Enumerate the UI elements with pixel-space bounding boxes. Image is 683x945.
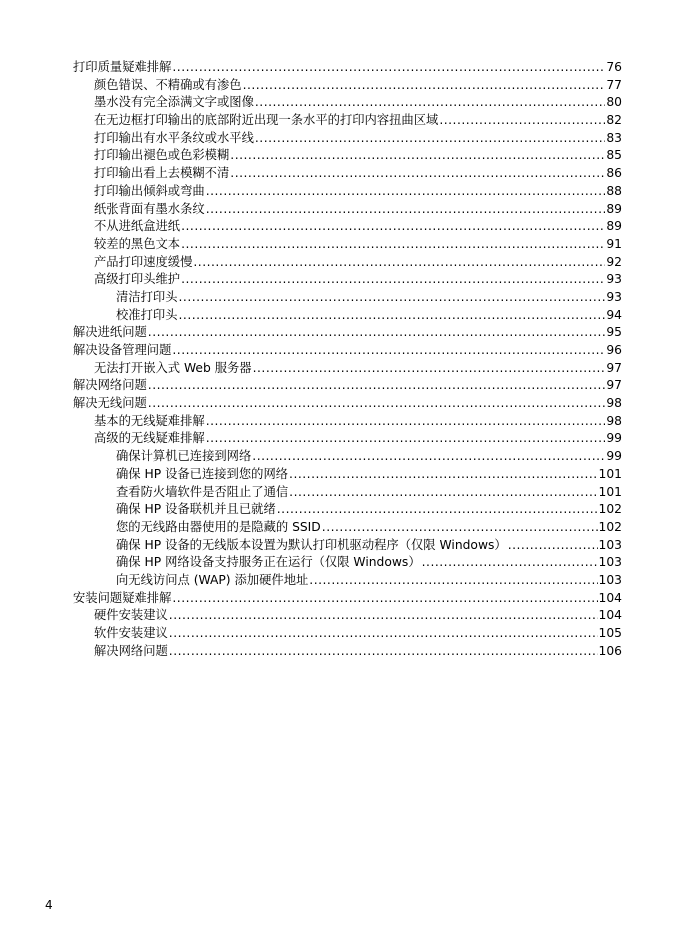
toc-entry[interactable] <box>73 307 622 325</box>
toc-entry-page: 103 <box>598 555 622 570</box>
toc-entry-page: 95 <box>606 325 622 340</box>
toc-entry-title: 打印输出有水平条纹或水平线 <box>94 130 254 145</box>
toc-entry-page: 93 <box>606 272 622 287</box>
toc-entry[interactable] <box>73 201 622 219</box>
toc-dot-leader <box>169 607 598 625</box>
toc-entry-title: 解决网络问题 <box>73 378 147 393</box>
toc-entry-page: 101 <box>598 484 622 499</box>
toc-entry-title: 向无线访问点 (WAP) 添加硬件地址 <box>116 572 309 587</box>
toc-entry-title: 确保计算机已连接到网络 <box>116 449 252 464</box>
toc-entry-page: 91 <box>606 236 622 251</box>
toc-entry[interactable] <box>73 413 622 431</box>
toc-entry-page: 104 <box>598 608 622 623</box>
toc-entry[interactable] <box>73 147 622 165</box>
toc-entry[interactable] <box>73 218 622 236</box>
toc-dot-leader <box>289 466 597 484</box>
toc-entry[interactable] <box>73 112 622 130</box>
toc-entry-title: 硬件安装建议 <box>94 608 168 623</box>
toc-entry[interactable] <box>73 430 622 448</box>
toc-entry[interactable] <box>73 236 622 254</box>
toc-entry-title: 软件安装建议 <box>94 626 168 640</box>
toc-entry-page: 85 <box>606 148 622 163</box>
toc-entry-title: 打印质量疑难排解 <box>73 60 172 74</box>
toc-dot-leader <box>172 342 605 360</box>
toc-entry-page: 102 <box>598 502 622 517</box>
toc-entry-title: 解决网络问题 <box>94 643 168 658</box>
toc-dot-leader <box>508 537 598 555</box>
toc-entry[interactable] <box>73 395 622 413</box>
toc-dot-leader <box>439 112 605 130</box>
toc-dot-leader <box>181 271 605 289</box>
toc-entry-page: 83 <box>606 130 622 145</box>
toc-entry-title: 确保 HP 网络设备支持服务正在运行（仅限 Windows） <box>116 555 421 570</box>
toc-entry-title: 墨水没有完全添满文字或图像 <box>94 95 254 110</box>
toc-entry-page: 99 <box>606 431 622 446</box>
toc-entry-title: 较差的黑色文本 <box>94 236 181 251</box>
toc-entry-page: 105 <box>598 626 622 640</box>
toc-entry[interactable] <box>73 519 622 537</box>
toc-entry-title: 无法打开嵌入式 Web 服务器 <box>94 360 252 375</box>
toc-entry-title: 高级的无线疑难排解 <box>94 431 205 446</box>
toc-dot-leader <box>148 395 606 413</box>
toc-entry-title: 安装问题疑难排解 <box>73 590 172 605</box>
toc-dot-leader <box>169 643 598 661</box>
toc-entry[interactable] <box>73 572 622 590</box>
toc-entry[interactable] <box>73 625 622 643</box>
toc-entry[interactable] <box>73 183 622 201</box>
toc-entry-page: 96 <box>606 343 622 357</box>
toc-entry[interactable] <box>73 554 622 572</box>
toc-dot-leader <box>148 324 606 342</box>
toc-entry-title: 在无边框打印输出的底部附近出现一条水平的打印内容扭曲区域 <box>94 113 439 128</box>
toc-entry[interactable] <box>73 77 622 95</box>
toc-entry[interactable] <box>73 130 622 148</box>
toc-entry-title: 打印输出看上去模糊不清 <box>94 166 230 181</box>
page-number: 4 <box>45 898 53 912</box>
toc-entry-page: 92 <box>606 254 622 269</box>
toc-entry-page: 98 <box>606 413 622 428</box>
toc-dot-leader <box>172 59 605 77</box>
toc-dot-leader <box>289 484 597 502</box>
toc-entry[interactable] <box>73 94 622 112</box>
toc-entry-page: 82 <box>606 113 622 128</box>
toc-entry-page: 80 <box>606 95 622 110</box>
toc-entry-page: 76 <box>606 60 622 74</box>
toc-entry-page: 97 <box>606 378 622 393</box>
toc-entry-page: 101 <box>598 466 622 481</box>
toc-dot-leader <box>206 430 606 448</box>
toc-entry[interactable] <box>73 484 622 502</box>
table-of-contents <box>73 59 622 660</box>
toc-entry-page: 97 <box>606 360 622 375</box>
toc-entry-title: 确保 HP 设备的无线版本设置为默认打印机驱动程序（仅限 Windows） <box>116 537 507 552</box>
toc-entry-page: 77 <box>606 77 622 92</box>
toc-dot-leader <box>169 625 598 643</box>
toc-dot-leader <box>206 413 606 431</box>
toc-dot-leader <box>230 147 605 165</box>
toc-entry-title: 解决无线问题 <box>73 396 147 411</box>
toc-entry-page: 103 <box>598 537 622 552</box>
toc-dot-leader <box>206 183 606 201</box>
toc-entry-title: 校准打印头 <box>116 307 178 322</box>
toc-dot-leader <box>230 165 605 183</box>
toc-dot-leader <box>206 201 606 219</box>
toc-entry[interactable] <box>73 466 622 484</box>
toc-entry-page: 102 <box>598 519 622 534</box>
toc-dot-leader <box>193 254 605 272</box>
toc-entry[interactable] <box>73 289 622 307</box>
toc-entry-title: 打印输出褪色或色彩模糊 <box>94 148 230 163</box>
toc-entry-title: 确保 HP 设备联机并且已就绪 <box>116 502 276 517</box>
toc-dot-leader <box>322 519 598 537</box>
toc-dot-leader <box>179 307 606 325</box>
toc-dot-leader <box>253 360 606 378</box>
toc-entry-page: 93 <box>606 289 622 304</box>
toc-entry-page: 104 <box>598 590 622 605</box>
toc-entry-page: 99 <box>606 449 622 464</box>
toc-entry-title: 高级打印头维护 <box>94 272 181 287</box>
toc-entry[interactable] <box>73 377 622 395</box>
toc-entry[interactable] <box>73 324 622 342</box>
toc-entry-page: 98 <box>606 396 622 411</box>
toc-entry-page: 89 <box>606 201 622 216</box>
toc-entry-page: 88 <box>606 183 622 198</box>
toc-entry[interactable] <box>73 590 622 608</box>
toc-entry[interactable] <box>73 59 622 77</box>
toc-entry-page: 86 <box>606 166 622 181</box>
toc-dot-leader <box>255 130 605 148</box>
toc-entry-page: 94 <box>606 307 622 322</box>
toc-entry[interactable] <box>73 254 622 272</box>
toc-dot-leader <box>181 218 605 236</box>
toc-entry[interactable] <box>73 271 622 289</box>
toc-entry-title: 颜色错误、不精确或有渗色 <box>94 77 242 92</box>
toc-dot-leader <box>255 94 605 112</box>
toc-entry-title: 基本的无线疑难排解 <box>94 413 205 428</box>
toc-entry-title: 产品打印速度缓慢 <box>94 254 193 269</box>
toc-dot-leader <box>277 501 598 519</box>
toc-entry-title: 确保 HP 设备已连接到您的网络 <box>116 466 289 481</box>
toc-entry-title: 清洁打印头 <box>116 289 178 304</box>
toc-dot-leader <box>309 572 597 590</box>
toc-entry[interactable] <box>73 360 622 378</box>
toc-entry-title: 不从进纸盒进纸 <box>94 219 181 234</box>
toc-entry-page: 106 <box>598 643 622 658</box>
toc-entry[interactable] <box>73 643 622 661</box>
toc-entry[interactable] <box>73 448 622 466</box>
toc-dot-leader <box>172 590 597 608</box>
toc-dot-leader <box>181 236 605 254</box>
toc-entry[interactable] <box>73 607 622 625</box>
toc-entry-title: 您的无线路由器使用的是隐藏的 SSID <box>116 519 321 534</box>
toc-dot-leader <box>243 77 606 95</box>
toc-dot-leader <box>148 377 606 395</box>
toc-entry[interactable] <box>73 501 622 519</box>
toc-entry-title: 纸张背面有墨水条纹 <box>94 201 205 216</box>
toc-entry[interactable] <box>73 537 622 555</box>
toc-entry-title: 解决设备管理问题 <box>73 343 172 357</box>
toc-entry-title: 查看防火墙软件是否阻止了通信 <box>116 484 289 499</box>
toc-entry-page: 89 <box>606 219 622 234</box>
toc-entry-title: 解决进纸问题 <box>73 325 147 340</box>
toc-dot-leader <box>179 289 606 307</box>
toc-dot-leader <box>252 448 605 466</box>
toc-entry-title: 打印输出倾斜或弯曲 <box>94 183 205 198</box>
toc-dot-leader <box>422 554 598 572</box>
toc-entry[interactable] <box>73 165 622 183</box>
toc-entry[interactable] <box>73 342 622 360</box>
toc-entry-page: 103 <box>598 572 622 587</box>
